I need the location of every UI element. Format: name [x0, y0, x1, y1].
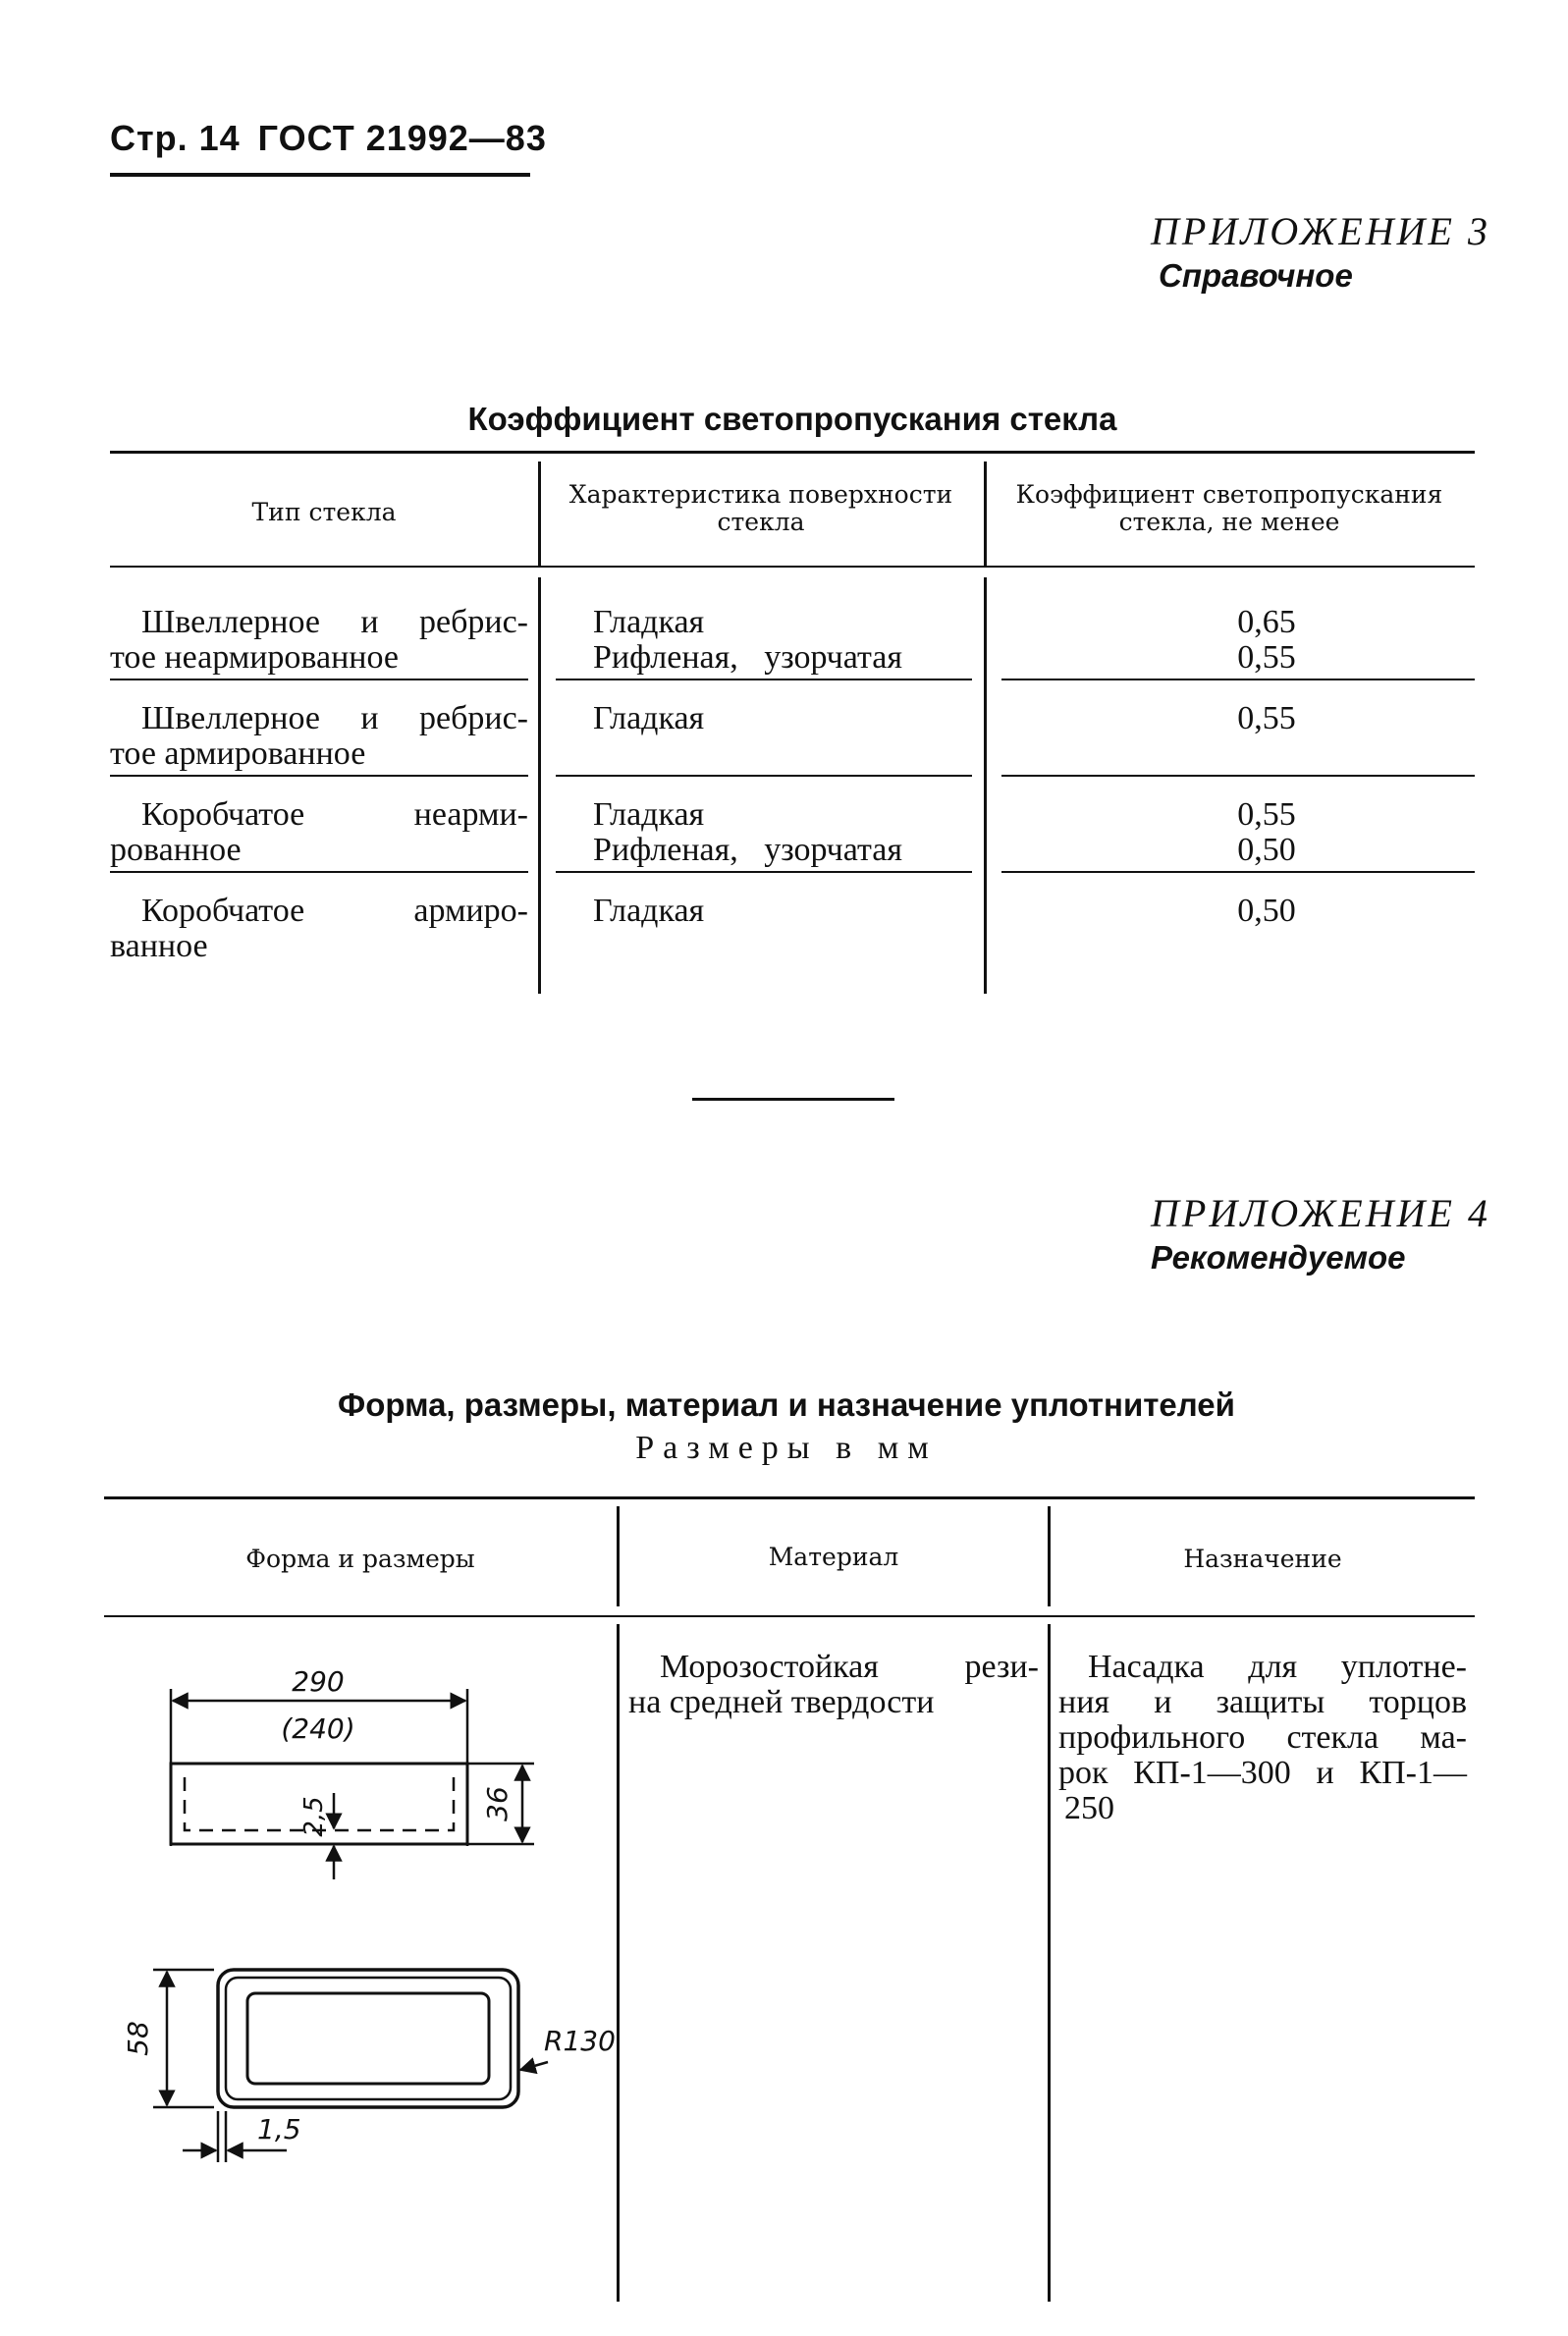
table2-top-rule — [104, 1496, 1475, 1499]
table1-col-coef: Коэффициент светопропускания стекла, не менее — [1015, 480, 1443, 536]
coef-cell: 0,65 0,55 — [1237, 604, 1296, 676]
box-outer-inner — [226, 1978, 511, 2099]
surface-cell: Гладкая Рифленая, узорчатая — [593, 604, 902, 676]
row-divider — [110, 679, 528, 680]
dim-side-label: 58 — [122, 2021, 154, 2056]
coef-cell: 0,55 0,50 — [1237, 796, 1296, 868]
row-divider — [110, 871, 528, 873]
table2-body-divider — [617, 1624, 620, 2302]
row-divider — [110, 775, 528, 777]
row-divider — [1001, 775, 1475, 777]
box-outer — [218, 1970, 518, 2107]
table1-body-divider — [984, 577, 987, 994]
radius-leader — [520, 2062, 548, 2070]
glass-type-cell: Коробчатое армиро- ванное — [110, 893, 528, 964]
table1-col-surface: Характеристика поверхности стекла — [568, 480, 953, 536]
seal-drawing — [104, 1620, 617, 2170]
appendix4-title: ПРИЛОЖЕНИЕ 4 — [1151, 1191, 1490, 1235]
page-header — [110, 118, 547, 159]
glass-type-cell: Коробчатое неарми- рованное — [110, 796, 528, 868]
row-divider — [556, 775, 972, 777]
table2-col-shape: Форма и размеры — [245, 1545, 475, 1573]
table2-col-material: Материал — [768, 1543, 899, 1571]
table1-top-rule — [110, 451, 1475, 454]
coef-cell: 0,50 — [1237, 893, 1296, 929]
dim-thickness-label: 1,5 — [257, 2113, 301, 2146]
table1-head-rule — [110, 566, 1475, 568]
section-separator — [692, 1098, 894, 1101]
row-divider — [1001, 679, 1475, 680]
dim-width-label: 290 — [292, 1665, 345, 1698]
units-note: Размеры в мм — [635, 1430, 938, 1466]
material-cell: Морозостойкая рези- на средней твердости — [628, 1649, 1039, 1720]
row-divider — [556, 871, 972, 873]
purpose-cell: Насадка для уплотне- ния и защиты торцов профильного стекла ма- рок КП-1—300 и КП-1— 250 — [1058, 1649, 1467, 1826]
appendix4-subtitle: Рекомендуемое — [1151, 1239, 1406, 1276]
table1-head-divider — [538, 462, 541, 566]
page-number: Стр. 14 — [110, 118, 241, 158]
coef-cell: 0,55 — [1237, 700, 1296, 736]
header-rule — [110, 173, 530, 177]
dim-height-label: 36 — [481, 1786, 514, 1821]
table2-body-divider — [1048, 1624, 1051, 2302]
standard-number: ГОСТ 21992—83 — [257, 118, 547, 158]
dim-radius-label: R130 — [544, 2025, 616, 2057]
row-divider — [1001, 871, 1475, 873]
surface-cell: Гладкая — [593, 893, 705, 929]
table2-col-purpose: Назначение — [1183, 1545, 1342, 1573]
row-divider — [556, 679, 972, 680]
box-inner — [247, 1993, 489, 2084]
table1-body-divider — [538, 577, 541, 994]
appendix3-title: ПРИЛОЖЕНИЕ 3 — [1151, 209, 1490, 253]
glass-type-cell: Швеллерное и ребрис- тое армированное — [110, 700, 528, 772]
surface-cell: Гладкая — [593, 700, 705, 736]
table1-col-type: Тип стекла — [251, 498, 397, 526]
dim-wall-label: 2,5 — [299, 1796, 329, 1837]
table1-title: Коэффициент светопропускания стекла — [467, 401, 1117, 437]
table1-head-divider — [984, 462, 987, 566]
surface-cell: Гладкая Рифленая, узорчатая — [593, 796, 902, 868]
glass-type-cell: Швеллерное и ребрис- тое неармированное — [110, 604, 528, 676]
table2-title: Форма, размеры, материал и назначение уплотнителей — [338, 1386, 1235, 1423]
dim-width-alt-label: (240) — [281, 1712, 355, 1745]
table2-head-rule — [104, 1615, 1475, 1617]
appendix3-subtitle: Справочное — [1159, 257, 1353, 294]
